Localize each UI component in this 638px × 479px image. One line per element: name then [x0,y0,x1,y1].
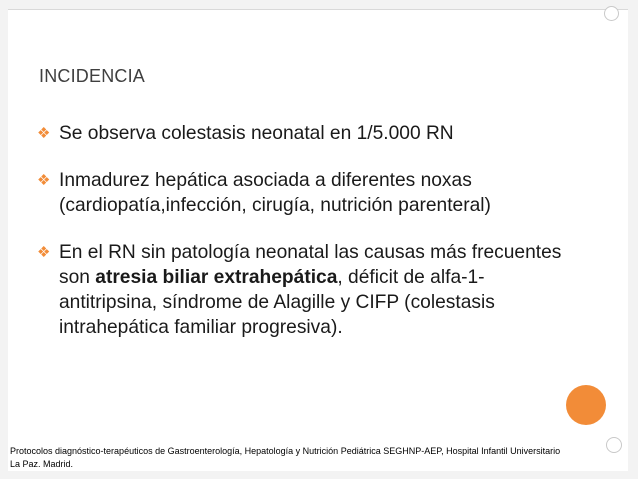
bullet-item [37,240,577,340]
bullet-text-part: , déficit de alfa-1-antitripsina, síndrome de Alagille y CIFP (colestasis intrahepática familiar progresiva). [59,267,495,338]
pin-bullet-icon: ❖ [37,125,51,142]
frame-left [0,0,8,479]
decor-circle-top-icon [604,6,619,21]
top-rule [8,9,628,10]
pin-bullet-icon: ❖ [37,244,51,261]
frame-right [628,0,638,479]
bullet-text-part: En el RN sin patología neonatal las causas más frecuentes son [59,242,562,288]
bullet-item [37,168,577,218]
bullet-list [37,121,577,362]
decor-circle-orange-icon [566,385,606,425]
bullet-text: Inmadurez hepática asociada a diferentes noxas (cardiopatía,infección, cirugía, nutrición parenteral) [59,170,491,216]
bullet-text [59,240,577,340]
bullet-text: Se observa colestasis neonatal en 1/5.000 RN [59,123,454,144]
footer-citation: Protocolos diagnóstico-terapéuticos de Gastroenterología, Hepatología y Nutrición Pediátrica SEGHNP-AEP, Hospital Infantil Universitario La Paz. Madrid. [10,446,561,469]
frame-bottom [0,471,638,479]
bullet-bold-term: atresia biliar extrahepática [95,267,338,288]
pin-bullet-icon: ❖ [37,172,51,189]
slide-title: INCIDENCIA [39,66,146,86]
decor-circle-bottom-icon [606,437,622,453]
bullet-item [37,121,577,146]
